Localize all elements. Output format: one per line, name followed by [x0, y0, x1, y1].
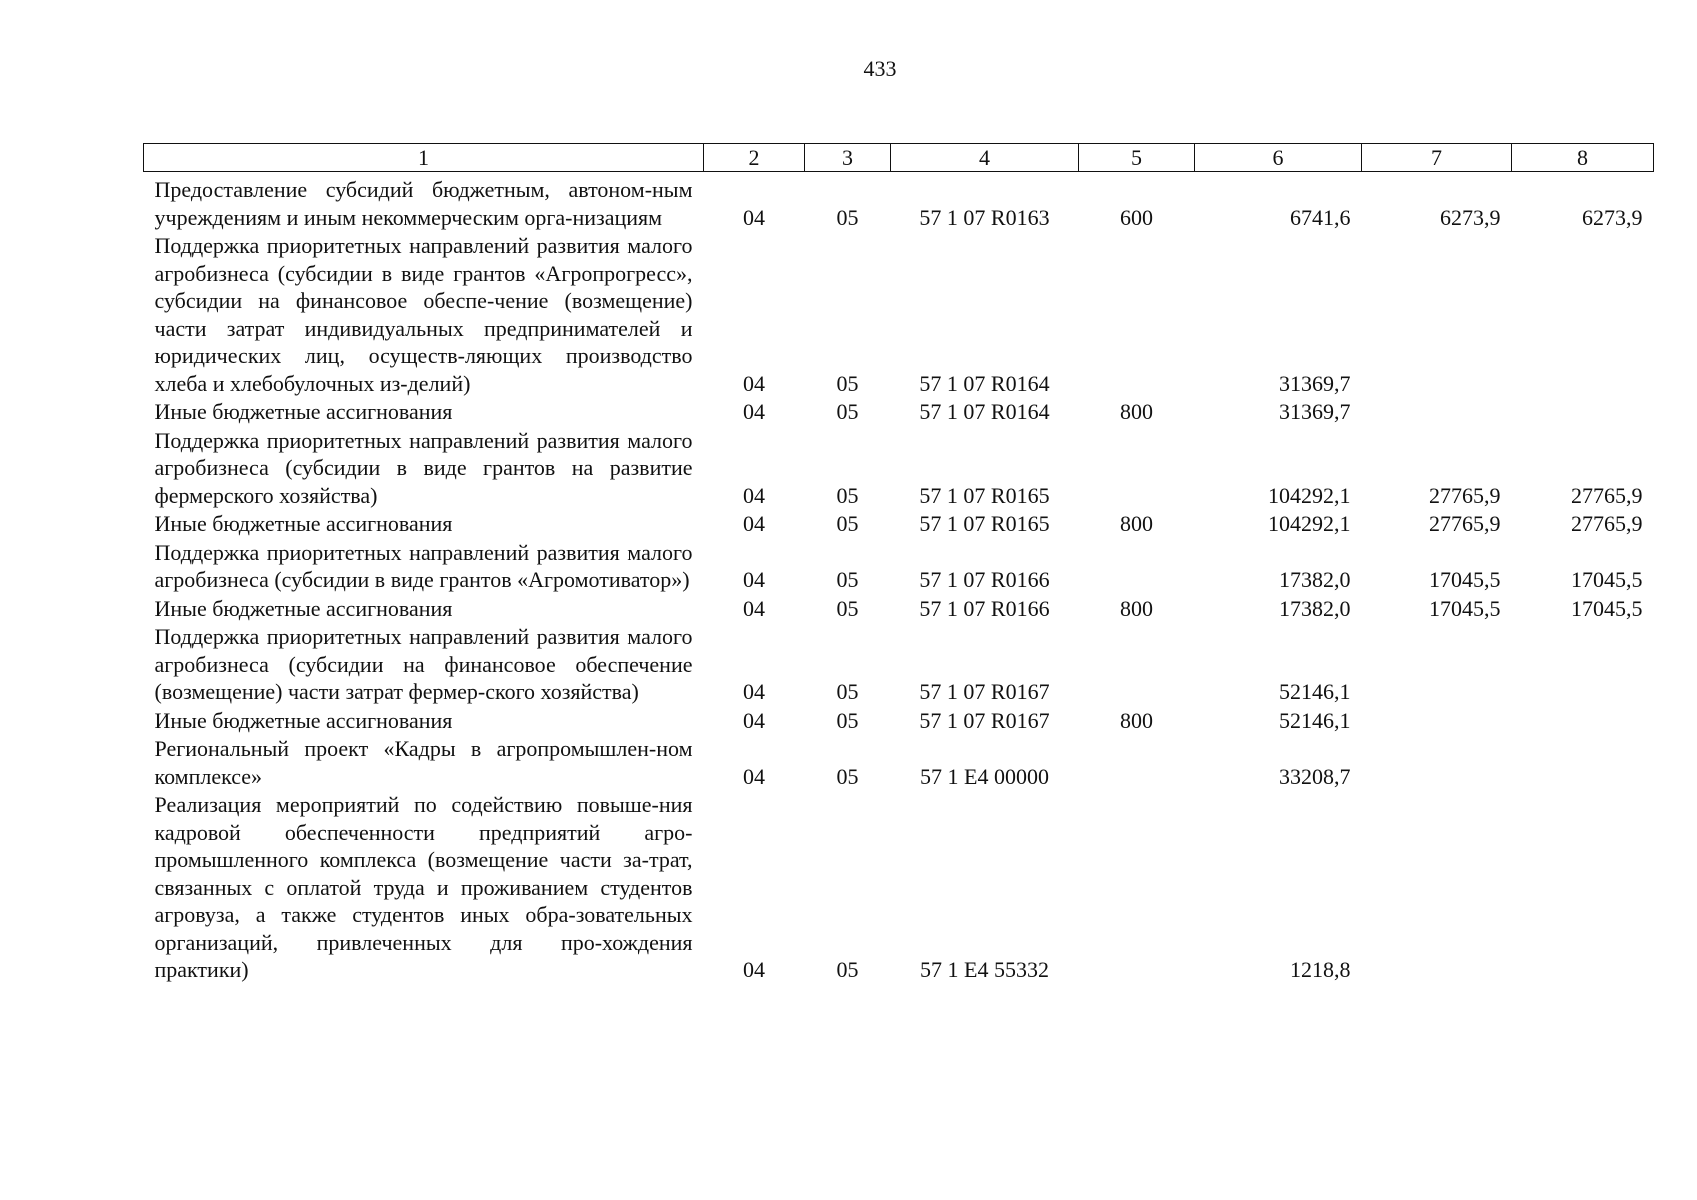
row-description: Иные бюджетные ассигнования — [154, 595, 453, 621]
row-subsection-code: 05 — [836, 957, 859, 982]
row-section-code: 04 — [743, 511, 765, 536]
column-header-1: 1 — [144, 144, 704, 172]
column-header-5: 5 — [1079, 144, 1195, 172]
row-target-article: 57 1 07 R0163 — [919, 204, 1050, 230]
table-row — [144, 398, 1654, 427]
row-subsection-code: 05 — [836, 707, 859, 733]
row-amount-col7: 27765,9 — [1429, 482, 1501, 508]
row-amount-col8: 17045,5 — [1571, 595, 1643, 621]
row-description: Предоставление субсидий бюджетным, автоном-ным учреждениям и иным некоммерческим орга-низациям — [154, 177, 693, 230]
row-section-code: 04 — [743, 763, 765, 789]
table-row — [144, 735, 1654, 791]
column-header-6: 6 — [1195, 144, 1362, 172]
table-row — [144, 595, 1654, 624]
row-amount-col7: 17045,5 — [1429, 567, 1501, 592]
row-amount-col8 — [1512, 735, 1654, 791]
row-amount-col6: 31369,7 — [1279, 370, 1351, 396]
row-description: Реализация мероприятий по содействию повыше-ния кадровой обеспеченности предприятий агро-промышленного комплекса (возмещение части за-трат, связанных с оплатой труда и проживанием студентов агровуза, а также студентов иных обра-зовательных организаций, привлеченных для про-хождения практики) — [154, 792, 693, 982]
row-expense-type: 800 — [1120, 595, 1153, 621]
table-row — [144, 623, 1654, 707]
row-amount-col7 — [1362, 398, 1512, 427]
row-subsection-code: 05 — [836, 679, 859, 704]
row-subsection-code: 05 — [836, 763, 859, 789]
row-section-code: 04 — [743, 399, 765, 424]
row-subsection-code: 05 — [836, 482, 859, 508]
row-target-article: 57 1 07 R0165 — [919, 511, 1050, 536]
row-target-article: 57 1 07 R0164 — [919, 370, 1050, 396]
table-row — [144, 791, 1654, 985]
row-section-code: 04 — [743, 679, 765, 704]
row-amount-col6: 31369,7 — [1279, 399, 1351, 424]
row-expense-type — [1079, 735, 1195, 791]
row-amount-col6: 104292,1 — [1268, 511, 1351, 536]
row-subsection-code: 05 — [836, 204, 859, 230]
row-section-code: 04 — [743, 595, 765, 621]
table-row — [144, 539, 1654, 595]
row-amount-col8 — [1512, 398, 1654, 427]
row-amount-col7 — [1362, 735, 1512, 791]
row-expense-type — [1079, 232, 1195, 398]
row-description: Поддержка приоритетных направлений развития малого агробизнеса (субсидии в виде грантов «Агропрогресс», субсидии на финансовое обеспе-чение (возмещение) части затрат индивидуальных предпринимателей и юридических лиц, осуществ-ляющих производство хлеба и хлебобулочных из-делий) — [154, 233, 693, 396]
table-header — [144, 144, 1654, 172]
table-row — [144, 510, 1654, 539]
row-amount-col8 — [1512, 623, 1654, 707]
row-description: Поддержка приоритетных направлений развития малого агробизнеса (субсидии в виде грантов на развитие фермерского хозяйства) — [154, 427, 693, 508]
row-target-article: 57 1 07 R0166 — [919, 567, 1050, 592]
row-subsection-code: 05 — [836, 511, 859, 536]
row-amount-col8: 17045,5 — [1571, 567, 1643, 592]
row-description: Иные бюджетные ассигнования — [154, 511, 453, 536]
row-expense-type — [1079, 623, 1195, 707]
row-target-article: 57 1 07 R0167 — [919, 679, 1050, 704]
row-description: Региональный проект «Кадры в агропромышлен-ном комплексе» — [154, 736, 693, 789]
row-amount-col6: 1218,8 — [1290, 957, 1351, 982]
row-expense-type: 800 — [1120, 511, 1153, 536]
row-amount-col7: 17045,5 — [1429, 595, 1501, 621]
row-target-article: 57 1 E4 55332 — [920, 957, 1049, 982]
row-expense-type — [1079, 427, 1195, 511]
row-target-article: 57 1 07 R0166 — [919, 595, 1050, 621]
table-row — [144, 232, 1654, 398]
row-expense-type — [1079, 791, 1195, 985]
row-amount-col7 — [1362, 232, 1512, 398]
column-header-3: 3 — [805, 144, 891, 172]
row-section-code: 04 — [743, 957, 765, 982]
row-expense-type: 600 — [1120, 204, 1153, 230]
row-amount-col7 — [1362, 623, 1512, 707]
row-amount-col8 — [1512, 232, 1654, 398]
row-amount-col6: 6741,6 — [1290, 204, 1351, 230]
row-amount-col8: 27765,9 — [1571, 511, 1643, 536]
row-expense-type: 800 — [1120, 707, 1153, 733]
row-description: Иные бюджетные ассигнования — [154, 399, 453, 424]
row-description: Поддержка приоритетных направлений развития малого агробизнеса (субсидии в виде грантов «Агромотиватор») — [154, 539, 693, 592]
row-section-code: 04 — [743, 482, 765, 508]
row-target-article: 57 1 07 R0164 — [919, 399, 1050, 424]
row-subsection-code: 05 — [836, 595, 859, 621]
row-amount-col6: 52146,1 — [1279, 707, 1351, 733]
row-description: Поддержка приоритетных направлений развития малого агробизнеса (субсидии на финансовое обеспечение (возмещение) части затрат фермер-ского хозяйства) — [154, 624, 693, 704]
row-expense-type — [1079, 539, 1195, 595]
row-amount-col6: 17382,0 — [1279, 567, 1351, 592]
column-header-2: 2 — [704, 144, 805, 172]
row-amount-col6: 17382,0 — [1279, 595, 1351, 621]
row-target-article: 57 1 07 R0165 — [919, 482, 1050, 508]
row-expense-type: 800 — [1120, 399, 1153, 424]
table-row — [144, 707, 1654, 736]
row-amount-col7 — [1362, 707, 1512, 736]
row-amount-col6: 52146,1 — [1279, 679, 1351, 704]
row-amount-col8: 6273,9 — [1582, 204, 1643, 230]
row-target-article: 57 1 07 R0167 — [919, 707, 1050, 733]
row-section-code: 04 — [743, 707, 765, 733]
table-body — [144, 172, 1654, 985]
row-section-code: 04 — [743, 567, 765, 592]
column-header-4: 4 — [891, 144, 1079, 172]
column-header-7: 7 — [1362, 144, 1512, 172]
page-number: 433 — [863, 56, 897, 81]
row-subsection-code: 05 — [836, 567, 859, 592]
row-subsection-code: 05 — [836, 370, 859, 396]
row-amount-col8 — [1512, 791, 1654, 985]
column-header-8: 8 — [1512, 144, 1654, 172]
table-row — [144, 172, 1654, 233]
row-amount-col6: 33208,7 — [1279, 763, 1351, 789]
row-amount-col6: 104292,1 — [1268, 482, 1351, 508]
header-row — [144, 144, 1654, 172]
row-amount-col7: 6273,9 — [1440, 204, 1501, 230]
row-amount-col8: 27765,9 — [1571, 482, 1643, 508]
row-section-code: 04 — [743, 370, 765, 396]
budget-table — [143, 143, 1654, 985]
table-row — [144, 427, 1654, 511]
row-amount-col7: 27765,9 — [1429, 511, 1501, 536]
row-amount-col7 — [1362, 791, 1512, 985]
row-subsection-code: 05 — [836, 399, 859, 424]
row-description: Иные бюджетные ассигнования — [154, 707, 453, 733]
row-amount-col8 — [1512, 707, 1654, 736]
row-section-code: 04 — [743, 204, 765, 230]
row-target-article: 57 1 E4 00000 — [920, 763, 1049, 789]
